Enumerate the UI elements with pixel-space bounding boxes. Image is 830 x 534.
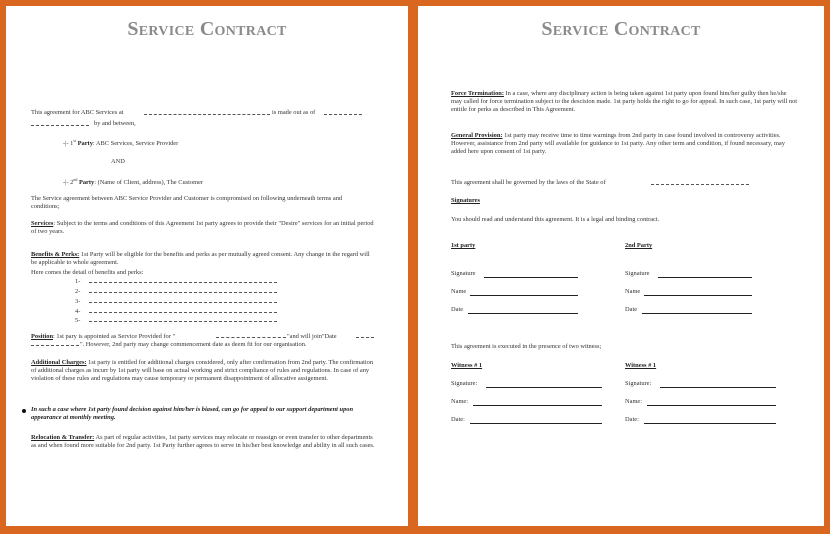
party-2-label: Party <box>78 179 95 187</box>
additional-charges-heading: Additional Charges: <box>31 359 87 366</box>
party-2-date-field[interactable] <box>642 313 752 314</box>
party-2-heading: 2nd Party <box>625 242 653 249</box>
party-1-line <box>63 137 178 148</box>
party-1-heading: 1st party <box>451 242 476 249</box>
relocation-text: As part of regular activities, 1st party services may relocate or reassign or even transfer to other departments as and when found more suitable for 2nd party. 1st Party further agrees to serve in his/her best knowledge and ability in all such cases. <box>31 434 375 449</box>
contract-page-2 <box>418 6 824 526</box>
page-title: Service Contract <box>127 18 287 40</box>
party-2-name-label: Name <box>625 288 641 295</box>
witness-1-signature-field[interactable] <box>486 387 602 388</box>
benefit-item: 5- <box>75 317 81 324</box>
additional-charges-paragraph <box>31 359 376 383</box>
party-1-value: : ABC Services, Service Provider <box>92 140 179 148</box>
benefits-paragraph <box>31 251 376 267</box>
force-termination-paragraph <box>451 90 799 114</box>
relocation-heading: Relocation & Transfer: <box>31 434 95 441</box>
blank-line <box>31 345 79 346</box>
blank-line <box>324 114 362 115</box>
signatures-heading: Signatures <box>451 197 481 204</box>
contract-page-1 <box>6 6 408 526</box>
party-2-signature-field[interactable] <box>658 277 752 278</box>
witness-2-name-label: Name: <box>625 398 643 405</box>
party-1-sup: st <box>73 138 77 143</box>
benefit-item: 4- <box>75 308 81 315</box>
page-title: Service Contract <box>541 18 701 40</box>
position-heading: Position <box>31 333 54 340</box>
blank-line <box>89 282 277 283</box>
additional-charges-text: 1st party is entitled for additional charges considered, only after confirmation from 2nd party. The confirmation of additional charges as incurr by 1st party will base on actual working and strict compliance of rules and regulations. In case of any violation of these rules and regulations may cause temporary or permanent disappointment of allocative assigement. <box>31 359 374 382</box>
general-provision-paragraph <box>451 132 799 156</box>
party-2-date-label: Date <box>625 306 638 313</box>
witness-2-signature-field[interactable] <box>660 387 776 388</box>
position-line-1 <box>31 333 175 341</box>
witness-2-signature-label: Signature: <box>625 380 652 387</box>
bullet-icon <box>22 409 26 413</box>
party-1-label: Party <box>77 140 93 148</box>
intro-text <box>31 109 123 117</box>
blank-line <box>31 125 89 126</box>
party-1-signature-label: Signature <box>451 270 476 277</box>
position-text-1: : 1st pary is appointed as Service Provided for " <box>53 333 176 340</box>
general-provision-heading: General Provision: <box>451 132 503 139</box>
blank-line <box>144 114 270 115</box>
party-1-date-label: Date <box>451 306 464 313</box>
party-2-sup: nd <box>73 177 78 182</box>
executed-text: This agreement is executed in the presence of two witness; <box>451 343 602 350</box>
understand-text: You should read and understand this agreement. It is a legal and binding contract. <box>451 216 660 223</box>
party-1-signature-field[interactable] <box>484 277 578 278</box>
party-1-date-field[interactable] <box>468 313 578 314</box>
party-1-name-field[interactable] <box>470 295 578 296</box>
party-1-prefix: -|- 1 <box>63 140 74 148</box>
party-2-name-field[interactable] <box>644 295 752 296</box>
compromise-paragraph: The Service agreement between ABC Service Provider and Customer is compromised on following underneath terms and conditions; <box>31 195 343 210</box>
benefit-item: 2- <box>75 288 81 295</box>
blank-line <box>89 312 277 313</box>
blank-line <box>651 184 749 185</box>
relocation-paragraph <box>31 434 376 450</box>
governed-text: This agreement shall be governed by the laws of the State of <box>451 179 606 186</box>
witness-1-heading: Witness # 1 <box>451 362 483 369</box>
intro-text-part1: This agreement for ABC Services at <box>31 109 124 116</box>
and-word: AND <box>111 158 125 165</box>
general-provision-text: 1st party may receive time to time warnings from 2nd party in case found involved in controversy activities. However, assistance from 2nd party will available for guidance to 1st party. Any other term and condition, if found necessary, may added here upon consent of 1st party. <box>451 132 785 155</box>
force-termination-heading: Force Termination: <box>451 90 504 97</box>
witness-1-date-field[interactable] <box>470 423 602 424</box>
benefit-item: 3- <box>75 298 81 305</box>
witness-2-heading: Witness # 1 <box>625 362 657 369</box>
position-join: "and will join"Date <box>287 333 337 340</box>
benefits-text: 1st Party will be eligible for the benefits and perks as per mutually agreed consent. Any change in the regard will be applicable to whole agreement. <box>31 251 370 266</box>
witness-1-name-label: Name: <box>451 398 469 405</box>
force-termination-text: In a case, where any disciplinary action is being taken against 1st party upon found him/her guilty then he/she may called for force termination subject to the descision made. 1st party holds the right to go for appeal. In such case, 1st party will not entitle for perks as described in This Agreement. <box>451 90 798 113</box>
benefits-intro: Here comes the detail of benefits and perks: <box>31 269 144 276</box>
party-2-prefix: -|- 2 <box>63 179 74 187</box>
witness-1-signature-label: Signature: <box>451 380 478 387</box>
position-line-2: ". However, 2nd party may change commencement date as deem fit for our organisation. <box>80 341 307 348</box>
blank-line <box>89 321 277 322</box>
services-heading: Services <box>31 220 54 227</box>
witness-1-name-field[interactable] <box>473 405 602 406</box>
appeal-bullet-text: In such a case where 1st party found decision against him/her is biased, can go for appeal to our support department upon appearance at monthly meeting. <box>31 406 354 421</box>
witness-2-name-field[interactable] <box>647 405 776 406</box>
party-2-line <box>63 176 203 187</box>
services-text: : Subject to the terms and conditions of this Agreement 1st party agrees to provide their "Desire" services for an initial period of two years. <box>31 220 374 235</box>
benefit-item: 1- <box>75 278 81 285</box>
witness-2-date-label: Date: <box>625 416 639 423</box>
intro-line-2: by and between, <box>94 120 136 127</box>
witness-2-date-field[interactable] <box>644 423 776 424</box>
services-paragraph <box>31 220 376 236</box>
blank-line <box>89 302 277 303</box>
blank-line <box>356 337 374 338</box>
intro-text-2: is made out as of <box>272 109 316 116</box>
witness-1-date-label: Date: <box>451 416 465 423</box>
party-2-signature-label: Signature <box>625 270 650 277</box>
blank-line <box>89 292 277 293</box>
party-2-value: : (Name of Client, address), The Customer <box>94 179 204 187</box>
benefits-heading: Benefits & Perks: <box>31 251 80 258</box>
party-1-name-label: Name <box>451 288 467 295</box>
blank-line <box>216 337 286 338</box>
